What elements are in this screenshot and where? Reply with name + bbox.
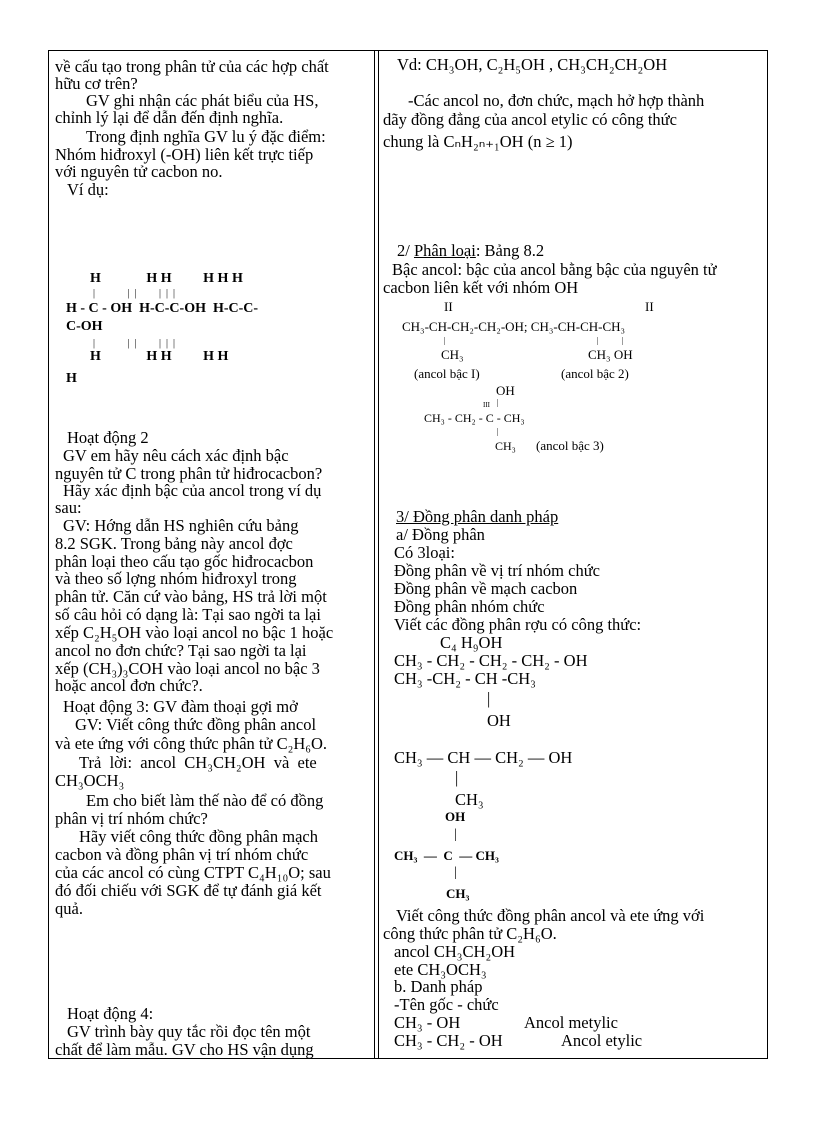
- section-title: Phân loại: [413, 241, 476, 260]
- formula-sub: CH₃: [441, 347, 464, 362]
- text-line: số câu hỏi có dạng là: Tại sao ngời ta lại: [55, 605, 321, 624]
- text-line: phân vị trí nhóm chức?: [55, 809, 208, 828]
- name-formula: CH₃ - CH₂ - OH: [394, 1031, 503, 1050]
- text-line: -Tên gốc - chức: [394, 995, 499, 1014]
- text-line: công thức phân tử C₂H₆O.: [383, 924, 557, 943]
- bond-ticks: | | | | | |: [93, 288, 176, 299]
- degree-mark: III: [483, 401, 490, 409]
- text-line: Đồng phân về mạch cacbon: [394, 579, 578, 598]
- text-line: Bậc ancol: bậc của ancol bằng bậc của nguyên tử: [392, 260, 717, 279]
- text-line: nguyên tử C trong phân tử hiđrocacbon?: [55, 464, 323, 483]
- text-line: Hãy xác định bậc của ancol trong ví dụ: [63, 481, 322, 500]
- text-line: Viết các đồng phân rợu có công thức:: [394, 615, 642, 634]
- text-line: ancol CH₃CH₂OH: [394, 942, 516, 961]
- struct-h-top: H H H H H H: [90, 271, 243, 286]
- text-line: chất để làm mẫu. GV cho HS vận dụng: [55, 1040, 314, 1059]
- text-line: GV trình bày quy tắc rồi đọc tên một: [67, 1022, 311, 1041]
- text-line: GV em hãy nêu cách xác định bậc: [63, 446, 289, 465]
- text-line: hữu cơ trên?: [55, 74, 138, 93]
- name-formula: CH₃ - OH: [394, 1013, 461, 1032]
- text-line: Nhóm hiđroxyl (-OH) liên kết trực tiếp: [55, 145, 314, 164]
- text-line: chung là CₙH₂ₙ₊₁OH (n ≥ 1): [383, 132, 573, 151]
- isomer-3-ch3: CH₃: [455, 790, 484, 809]
- struct-main: H - C - OH H-C-C-OH H-C-C-: [66, 301, 259, 316]
- text-line: xếp C₂H₅OH vào loại ancol no bậc 1 hoặc: [55, 623, 334, 642]
- text-line: của các ancol có cùng CTPT C₄H₁₀O; sau: [55, 863, 331, 882]
- name-label: Ancol metylic: [524, 1013, 618, 1032]
- text-line: cacbon và đồng phân vị trí nhóm chức: [55, 845, 309, 864]
- text-line: hoặc ancol đơn chức?.: [55, 676, 203, 695]
- text-line: Có 3loại:: [394, 543, 455, 562]
- text-line: ancol no đơn chức? Tại sao ngời ta lại: [55, 641, 307, 660]
- text-line: sau:: [55, 498, 82, 517]
- bond-tick: |: [455, 768, 459, 787]
- text-line: CH₃OCH₃: [55, 771, 125, 790]
- formula: C₄ H₉OH: [440, 633, 503, 652]
- text-line: Em cho biết làm thế nào để có đồng: [86, 791, 324, 810]
- section-3-heading: 3/ Đồng phân danh pháp: [396, 507, 559, 526]
- text-line: Trả lời: ancol CH₃CH₂OH và ete: [79, 753, 317, 772]
- section-2-heading: [397, 242, 544, 259]
- bond-tick: |: [454, 827, 457, 842]
- text-line: cacbon liên kết với nhóm OH: [383, 278, 579, 297]
- formula-label: (ancol bậc 3): [536, 438, 604, 453]
- formula-label: (ancol bậc I): [414, 366, 480, 381]
- text-line: phân loại theo cấu tạo gốc hiđrocacbon: [55, 552, 314, 571]
- column-divider: [374, 51, 379, 1058]
- activity-3-title: Hoạt động 3: GV đàm thoại gợi mở: [63, 697, 298, 716]
- struct-coh: C-OH: [66, 319, 103, 334]
- isomer-2: CH₃ -CH₂ - CH -CH₃: [394, 669, 536, 688]
- bond-tick: |: [444, 336, 446, 345]
- text-line: Đồng phân về vị trí nhóm chức: [394, 561, 600, 580]
- text-line: Đồng phân nhóm chức: [394, 597, 545, 616]
- section-number: 2/: [397, 241, 414, 260]
- text-line: -Các ancol no, đơn chức, mạch hở hợp thành: [408, 91, 705, 110]
- text-line: quả.: [55, 899, 83, 918]
- text-line: ete CH₃OCH₃: [394, 960, 487, 979]
- text-line: đó đối chiếu với SGK để tự đánh giá kết: [55, 881, 322, 900]
- formula-label: (ancol bậc 2): [561, 366, 629, 381]
- isomer-2-oh: OH: [487, 711, 511, 730]
- bond-tick: |: [497, 427, 499, 436]
- text-line: và theo số lợng nhóm hiđroxyl trong: [55, 569, 297, 588]
- text-line: phân tử. Căn cứ vào bảng, HS trả lời một: [55, 587, 327, 606]
- name-label: Ancol etylic: [561, 1031, 643, 1050]
- formula-chain: CH₃-CH-CH₂-CH₂-OH; CH₃-CH-CH-CH₃: [402, 319, 626, 334]
- text-line: và ete ứng với công thức phân tử C₂H₆O.: [55, 734, 328, 753]
- text-line: với nguyên tử cacbon no.: [55, 162, 223, 181]
- example-label: Ví dụ:: [67, 180, 109, 199]
- text-line: GV: Viết công thức đồng phân ancol: [75, 715, 317, 734]
- example-line: Vd: CH₃OH, C₂H₅OH , CH₃CH₂CH₂OH: [397, 55, 668, 74]
- activity-2-title: Hoạt động 2: [67, 428, 149, 447]
- formula-sub: CH₃: [495, 439, 516, 453]
- isomer-4-oh: OH: [445, 809, 466, 824]
- formula-oh: OH: [496, 383, 515, 398]
- isomer-3: CH₃ — CH — CH₂ — OH: [394, 748, 573, 767]
- formula-chain: CH₃ - CH₂ - C - CH₃: [424, 411, 525, 425]
- bond-ticks: | | | | | |: [93, 338, 176, 349]
- text-line: Hãy viết công thức đồng phân mạch: [79, 827, 318, 846]
- text-line: b. Danh pháp: [394, 977, 483, 996]
- isomer-4-ch3: CH₃: [446, 886, 470, 901]
- isomer-4: CH₃ — C — CH₃: [394, 848, 499, 863]
- bond-tick: |: [597, 336, 599, 345]
- degree-mark: II: [645, 299, 654, 314]
- struct-h-bot: H H H H H: [90, 349, 229, 364]
- text-line: chỉnh lý lại để dẫn đến định nghĩa.: [55, 108, 284, 127]
- isomer-1: CH₃ - CH₂ - CH₂ - CH₂ - OH: [394, 651, 588, 670]
- bond-tick: |: [622, 336, 624, 345]
- bond-tick: |: [487, 689, 491, 708]
- text-line: Viết công thức đồng phân ancol và ete ứng với: [396, 906, 705, 925]
- struct-h-last: H: [66, 371, 77, 386]
- formula-sub: CH₃ OH: [588, 347, 633, 362]
- text-line: xếp (CH₃)₃COH vào loại ancol no bậc 3: [55, 659, 320, 678]
- text-line: dãy đồng đẳng của ancol etylic có công thức: [383, 110, 677, 129]
- text-line: a/ Đồng phân: [396, 525, 485, 544]
- bond-tick: |: [454, 865, 457, 880]
- degree-mark: II: [444, 299, 453, 314]
- text-line: Trong định nghĩa GV lu ý đặc điểm:: [86, 127, 326, 146]
- bond-tick: |: [497, 398, 499, 407]
- section-rest: : Bảng 8.2: [475, 241, 545, 260]
- activity-4-title: Hoạt động 4:: [67, 1004, 154, 1023]
- text-line: GV ghi nhận các phát biểu của HS,: [86, 91, 319, 110]
- text-line: 8.2 SGK. Trong bảng này ancol đợc: [55, 534, 293, 553]
- text-line: GV: Hớng dẫn HS nghiên cứu bảng: [63, 516, 299, 535]
- text-line: về cấu tạo trong phân tử của các hợp chất: [55, 57, 329, 76]
